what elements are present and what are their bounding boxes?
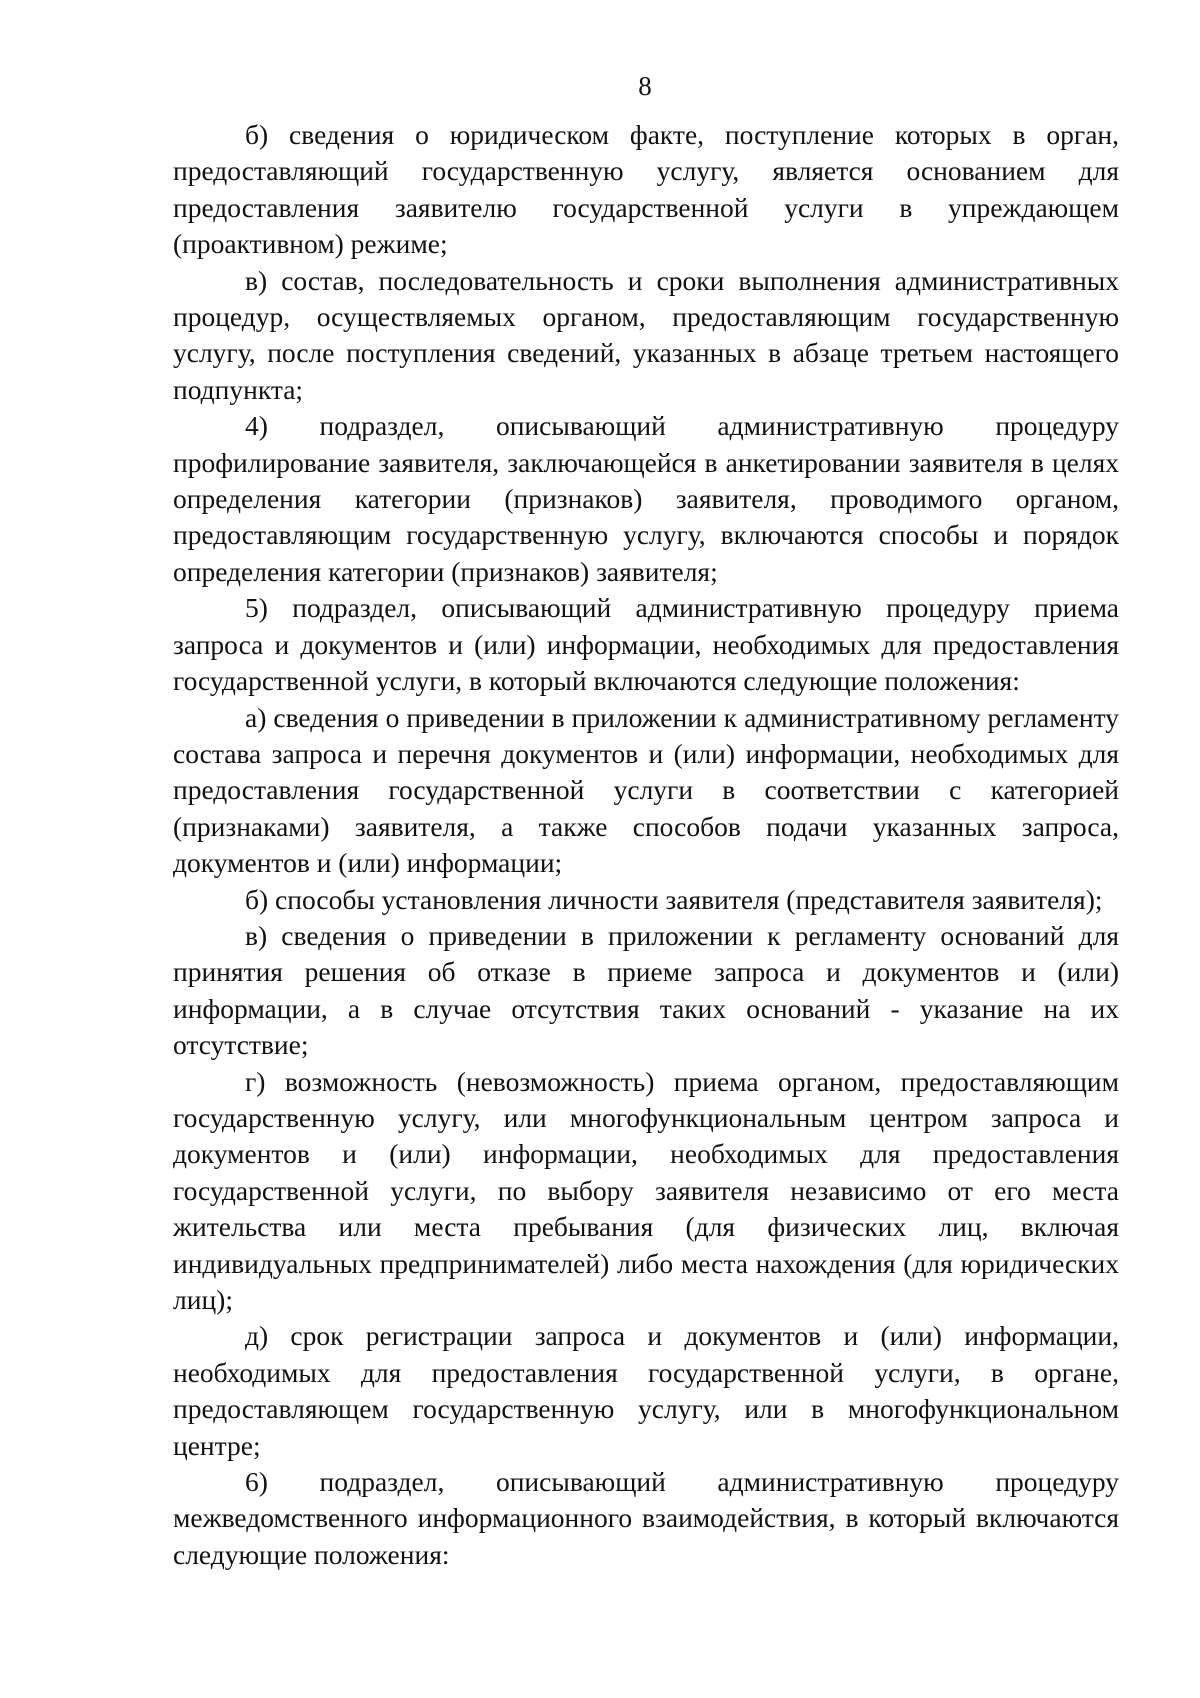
paragraph-d-registration-term: д) срок регистрации запроса и документов и (или) информации, необходимых для предоставления государственной услуги, в органе, предоставляющем государственную услугу, или в многофункциональном центре; [173,1320,1119,1461]
paragraph-6-interagency: 6) подраздел, описывающий административную процедуру межведомственного информационного взаимодействия, в который включаются следующие положения: [173,1466,1119,1570]
paragraph-g-extraterritorial-intake: г) возможность (невозможность) приема органом, предоставляющим государственную услугу, или многофункциональным центром запроса и документов и (или) информации, необходимых для предоставления государственной услуги, по выбору заявителя независимо от его места жительства или места пребывания (для физических лиц, включая индивидуальных предпринимателей) либо места нахождения (для юридических лиц); [173,1065,1119,1315]
paragraph-b-identity-methods: б) способы установления личности заявителя (представителя заявителя); [245,883,1103,915]
paragraph-v-procedures: в) состав, последовательность и сроки выполнения административных процедур, осуществляемых органом, предоставляющим государственную услугу, после поступления сведений, указанных в абзаце третьем настоящего подпункта; [173,264,1119,405]
paragraph-v-refusal-grounds: в) сведения о приведении в приложении к регламенту оснований для принятия решения об отказе в приеме запроса и документов и (или) информации, а в случае отсутствия таких оснований - указание на их отсутствие; [173,919,1119,1061]
page-number: 8 [638,71,652,101]
paragraph-4-profiling: 4) подраздел, описывающий административную процедуру профилирование заявителя, заключающейся в анкетировании заявителя в целях определения категории (признаков) заявителя, проводимого органом, предоставляющим государственную услугу, включаются способы и порядок определения категории (признаков) заявителя; [173,410,1119,587]
paragraph-a-request-composition: а) сведения о приведении в приложении к административному регламенту состава запроса и перечня документов и (или) информации, необходимых для предоставления государственной услуги в соответствии с категорией (признаками) заявителя, а также способов подачи указанных запроса, документов и (или) информации; [173,701,1119,879]
document-body [173,117,1119,1573]
paragraph-b-legal-fact: б) сведения о юридическом факте, поступление которых в орган, предоставляющий государственную услугу, является основанием для предоставления заявителю государственной услуги в упреждающем (проактивном) режиме; [173,119,1119,260]
paragraph-5-request-intake: 5) подраздел, описывающий административную процедуру приема запроса и документов и (или) информации, необходимых для предоставления государственной услуги, в который включаются следующие положения: [173,592,1119,697]
